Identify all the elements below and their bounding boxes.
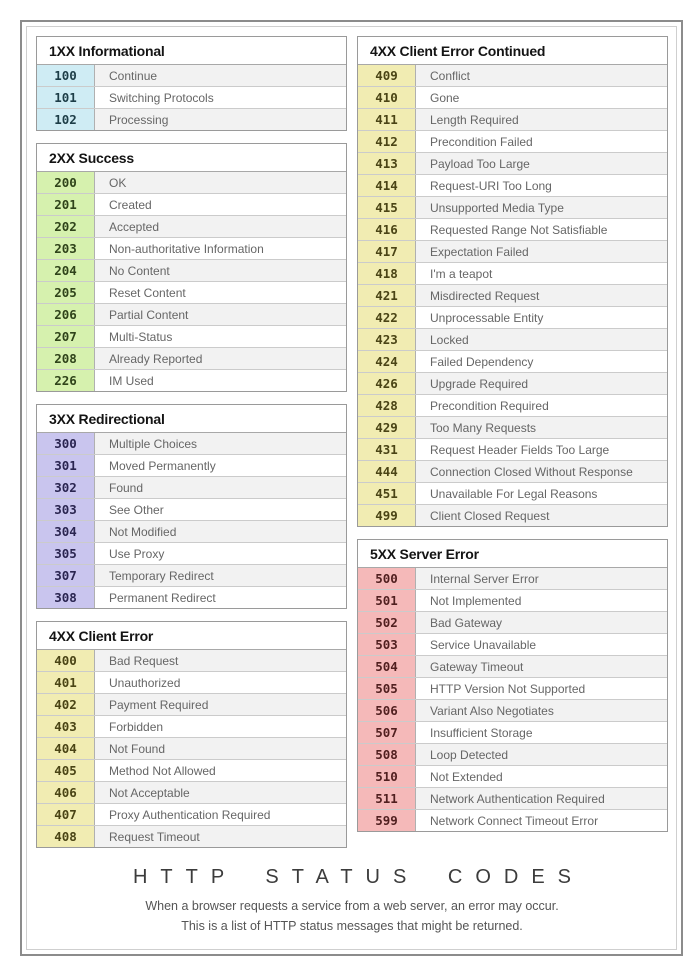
section-header [358,540,667,567]
status-description: Precondition Failed [416,131,667,152]
status-description: Not Extended [416,766,667,787]
status-code-cell: 426 [358,373,416,394]
section-title: 5XX Server Error [370,545,479,562]
status-description: Unsupported Media Type [416,197,667,218]
status-code-cell: 508 [358,744,416,765]
status-row [358,174,667,196]
status-description: Request Timeout [95,826,346,847]
status-row [37,715,346,737]
status-row [37,737,346,759]
status-description: Proxy Authentication Required [95,804,346,825]
status-code-cell: 431 [358,439,416,460]
status-code-cell: 415 [358,197,416,218]
status-description: Permanent Redirect [95,587,346,608]
status-section [36,36,347,131]
status-row [358,589,667,611]
section-title: 1XX Informational [49,42,165,59]
status-row [358,699,667,721]
status-row [358,328,667,350]
status-row [37,649,346,671]
status-description: Unauthorized [95,672,346,693]
status-description: I'm a teapot [416,263,667,284]
status-description: Forbidden [95,716,346,737]
status-code-cell: 302 [37,477,95,498]
status-description: Expectation Failed [416,241,667,262]
status-row [37,171,346,193]
section-title: 3XX Redirectional [49,410,165,427]
status-row [358,809,667,831]
status-code-cell: 300 [37,433,95,454]
status-description: Temporary Redirect [95,565,346,586]
status-description: Loop Detected [416,744,667,765]
status-code-cell: 307 [37,565,95,586]
status-row [358,64,667,86]
status-code-cell: 413 [358,153,416,174]
status-row [37,347,346,369]
status-description: Unavailable For Legal Reasons [416,483,667,504]
status-description: Insufficient Storage [416,722,667,743]
status-code-cell: 504 [358,656,416,677]
status-description: Bad Request [95,650,346,671]
status-code-cell: 102 [37,109,95,130]
status-description: Partial Content [95,304,346,325]
status-description: Connection Closed Without Response [416,461,667,482]
section-title: 4XX Client Error Continued [370,42,546,59]
status-row [358,655,667,677]
section-title: 4XX Client Error [49,627,154,644]
status-code-cell: 208 [37,348,95,369]
status-code-cell: 308 [37,587,95,608]
status-code-cell: 507 [358,722,416,743]
footer-line-1: When a browser requests a service from a web server, an error may occur. [145,899,559,913]
status-code-cell: 409 [358,65,416,86]
section-header [37,144,346,171]
status-description: Conflict [416,65,667,86]
status-row [37,671,346,693]
status-description: Multiple Choices [95,433,346,454]
status-code-cell: 203 [37,238,95,259]
status-row [358,721,667,743]
status-row [37,237,346,259]
status-description: Continue [95,65,346,86]
status-description: HTTP Version Not Supported [416,678,667,699]
status-row [358,240,667,262]
status-description: Multi-Status [95,326,346,347]
status-description: Non-authoritative Information [95,238,346,259]
status-description: Upgrade Required [416,373,667,394]
status-description: IM Used [95,370,346,391]
status-section [357,36,668,527]
status-row [358,108,667,130]
status-description: OK [95,172,346,193]
status-code-cell: 412 [358,131,416,152]
status-code-cell: 418 [358,263,416,284]
status-code-cell: 407 [37,804,95,825]
status-code-cell: 411 [358,109,416,130]
status-row [37,215,346,237]
status-description: Misdirected Request [416,285,667,306]
status-code-cell: 417 [358,241,416,262]
status-code-cell: 416 [358,219,416,240]
status-description: No Content [95,260,346,281]
status-code-cell: 421 [358,285,416,306]
status-row [358,460,667,482]
status-description: Processing [95,109,346,130]
status-description: Gone [416,87,667,108]
status-code-cell: 202 [37,216,95,237]
section-rows [358,567,667,831]
status-row [358,372,667,394]
status-row [358,394,667,416]
status-row [358,218,667,240]
footer [36,866,668,936]
status-description: Method Not Allowed [95,760,346,781]
status-description: Precondition Required [416,395,667,416]
status-row [37,454,346,476]
footer-line-2: This is a list of HTTP status messages that might be returned. [181,919,523,933]
status-code-cell: 204 [37,260,95,281]
status-row [37,259,346,281]
section-header [37,405,346,432]
status-row [358,504,667,526]
status-description: Payment Required [95,694,346,715]
status-row [37,281,346,303]
status-code-cell: 303 [37,499,95,520]
status-code-cell: 206 [37,304,95,325]
status-description: Bad Gateway [416,612,667,633]
status-code-cell: 503 [358,634,416,655]
status-row [358,567,667,589]
status-code-cell: 423 [358,329,416,350]
status-description: Too Many Requests [416,417,667,438]
status-code-cell: 226 [37,370,95,391]
status-code-cell: 422 [358,307,416,328]
status-row [37,825,346,847]
section-header [37,37,346,64]
status-description: Created [95,194,346,215]
status-row [37,432,346,454]
status-code-cell: 451 [358,483,416,504]
poster-inner-frame [26,26,677,950]
status-description: Gateway Timeout [416,656,667,677]
status-description: Moved Permanently [95,455,346,476]
status-code-cell: 403 [37,716,95,737]
status-code-cell: 400 [37,650,95,671]
status-code-cell: 402 [37,694,95,715]
status-code-cell: 101 [37,87,95,108]
status-row [358,633,667,655]
status-row [37,803,346,825]
status-code-cell: 502 [358,612,416,633]
status-description: Service Unavailable [416,634,667,655]
status-row [358,765,667,787]
status-row [358,743,667,765]
status-section [36,621,347,848]
status-section [36,143,347,392]
status-description: Variant Also Negotiates [416,700,667,721]
status-row [37,108,346,130]
status-code-cell: 405 [37,760,95,781]
status-description: Not Found [95,738,346,759]
status-row [358,262,667,284]
status-code-cell: 100 [37,65,95,86]
status-row [37,759,346,781]
status-row [358,306,667,328]
status-row [358,482,667,504]
status-description: Client Closed Request [416,505,667,526]
section-header [358,37,667,64]
status-row [358,130,667,152]
status-description: Locked [416,329,667,350]
section-rows [37,649,346,847]
status-description: Switching Protocols [95,87,346,108]
status-code-cell: 511 [358,788,416,809]
status-code-cell: 444 [358,461,416,482]
status-row [37,325,346,347]
status-code-cell: 404 [37,738,95,759]
status-description: Not Acceptable [95,782,346,803]
status-row [37,542,346,564]
status-row [37,586,346,608]
status-code-cell: 428 [358,395,416,416]
status-row [37,193,346,215]
status-description: Not Modified [95,521,346,542]
status-description: Unprocessable Entity [416,307,667,328]
status-row [358,152,667,174]
status-code-cell: 500 [358,568,416,589]
status-section [357,539,668,832]
status-description: Network Connect Timeout Error [416,810,667,831]
status-code-cell: 401 [37,672,95,693]
status-description: Payload Too Large [416,153,667,174]
status-code-cell: 200 [37,172,95,193]
status-code-cell: 499 [358,505,416,526]
section-rows [37,171,346,391]
status-code-cell: 201 [37,194,95,215]
status-row [358,438,667,460]
status-row [358,611,667,633]
status-row [358,196,667,218]
status-description: Network Authentication Required [416,788,667,809]
status-row [358,416,667,438]
status-description: Already Reported [95,348,346,369]
status-code-cell: 305 [37,543,95,564]
status-row [37,520,346,542]
status-description: Request Header Fields Too Large [416,439,667,460]
status-code-cell: 207 [37,326,95,347]
status-row [37,476,346,498]
status-description: Internal Server Error [416,568,667,589]
status-code-cell: 506 [358,700,416,721]
status-section [36,404,347,609]
status-code-cell: 410 [358,87,416,108]
status-code-cell: 424 [358,351,416,372]
status-code-cell: 505 [358,678,416,699]
status-code-cell: 301 [37,455,95,476]
column-right [357,36,668,844]
status-row [37,781,346,803]
section-title: 2XX Success [49,149,134,166]
status-code-cell: 599 [358,810,416,831]
status-code-cell: 429 [358,417,416,438]
status-description: Length Required [416,109,667,130]
status-description: Reset Content [95,282,346,303]
status-row [37,498,346,520]
status-row [37,86,346,108]
status-description: Request-URI Too Long [416,175,667,196]
status-row [37,303,346,325]
status-description: Accepted [95,216,346,237]
status-description: Failed Dependency [416,351,667,372]
status-row [37,64,346,86]
page-title: HTTP STATUS CODES [132,866,585,888]
status-row [37,693,346,715]
status-description: See Other [95,499,346,520]
status-description: Use Proxy [95,543,346,564]
status-columns [36,36,668,860]
section-header [37,622,346,649]
section-rows [358,64,667,526]
status-code-cell: 501 [358,590,416,611]
status-row [358,350,667,372]
column-left [36,36,347,860]
status-row [358,677,667,699]
status-description: Not Implemented [416,590,667,611]
status-row [358,284,667,306]
status-code-cell: 510 [358,766,416,787]
status-code-cell: 406 [37,782,95,803]
status-row [358,86,667,108]
status-code-cell: 304 [37,521,95,542]
status-row [37,369,346,391]
status-code-cell: 414 [358,175,416,196]
status-code-cell: 205 [37,282,95,303]
poster-frame [20,20,683,956]
status-row [358,787,667,809]
status-row [37,564,346,586]
section-rows [37,64,346,130]
status-description: Requested Range Not Satisfiable [416,219,667,240]
status-code-cell: 408 [37,826,95,847]
section-rows [37,432,346,608]
status-description: Found [95,477,346,498]
